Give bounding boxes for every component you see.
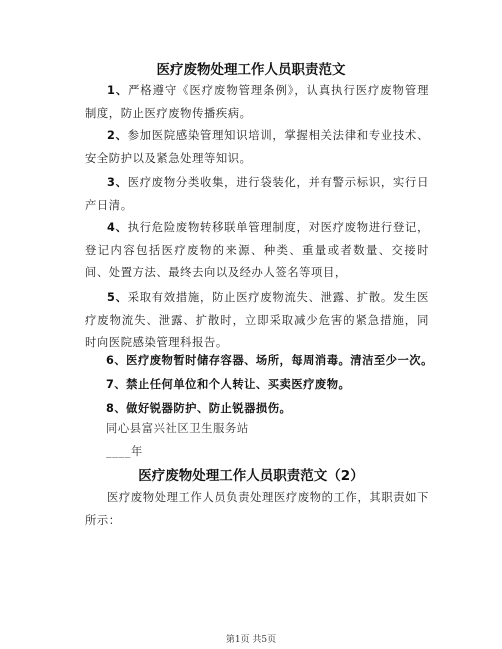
section-title-2: 医疗废物处理工作人员职责范文（2） [138,468,364,484]
duty-item-2 [85,125,429,170]
item-text: 采取有效措施，防止医疗废物流失、泄露、扩散。发生医疗废物流失、泄露、扩散时，立即采取减少危害的紧急措施，同时向医院感染管理科报告。 [85,291,429,349]
item-number: 3、 [107,176,128,189]
item-number: 1、 [107,84,129,97]
duty-item-5 [85,287,429,355]
item-number: 4、 [107,221,128,234]
page-footer: 第1页 共5页 [225,635,277,645]
section-2-intro: 医疗废物处理工作人员负责处理医疗废物的工作，其职责如下所示： [85,491,429,527]
duty-item-4 [85,217,429,285]
duty-item-7: 7、禁止任何单位和个人转让、买卖医疗废物。 [106,378,351,391]
item-text: 参加医院感染管理知识培训，掌握相关法律和专业技术、安全防护以及紧急处理等知识。 [85,129,429,165]
duty-item-6: 6、医疗废物暂时储存容器、场所，每周消毒。清洁至少一次。 [106,354,433,367]
item-number: 5、 [107,291,128,304]
item-text: 执行危险废物转移联单管理制度，对医疗废物进行登记，登记内容包括医疗废物的来源、种类、重量或者数量、交接时间、处置方法、最终去向以及经办人签名等项目， [85,221,429,279]
duty-item-3 [85,172,429,217]
item-text: 严格遵守《医疗废物管理条例》，认真执行医疗废物管理制度，防止医疗废物传播疾病。 [85,84,430,120]
duty-item-8: 8、做好锐器防护、防止锐器损伤。 [106,402,292,415]
item-number: 2、 [107,129,128,142]
year-line: ____年 [106,445,143,458]
duty-item-1 [85,80,429,125]
document-title: 医疗废物处理工作人员职责范文 [156,62,346,78]
organization-name: 同心县富兴社区卫生服务站 [106,422,249,435]
item-text: 医疗废物分类收集，进行袋装化，并有警示标识，实行日产日清。 [85,176,429,212]
